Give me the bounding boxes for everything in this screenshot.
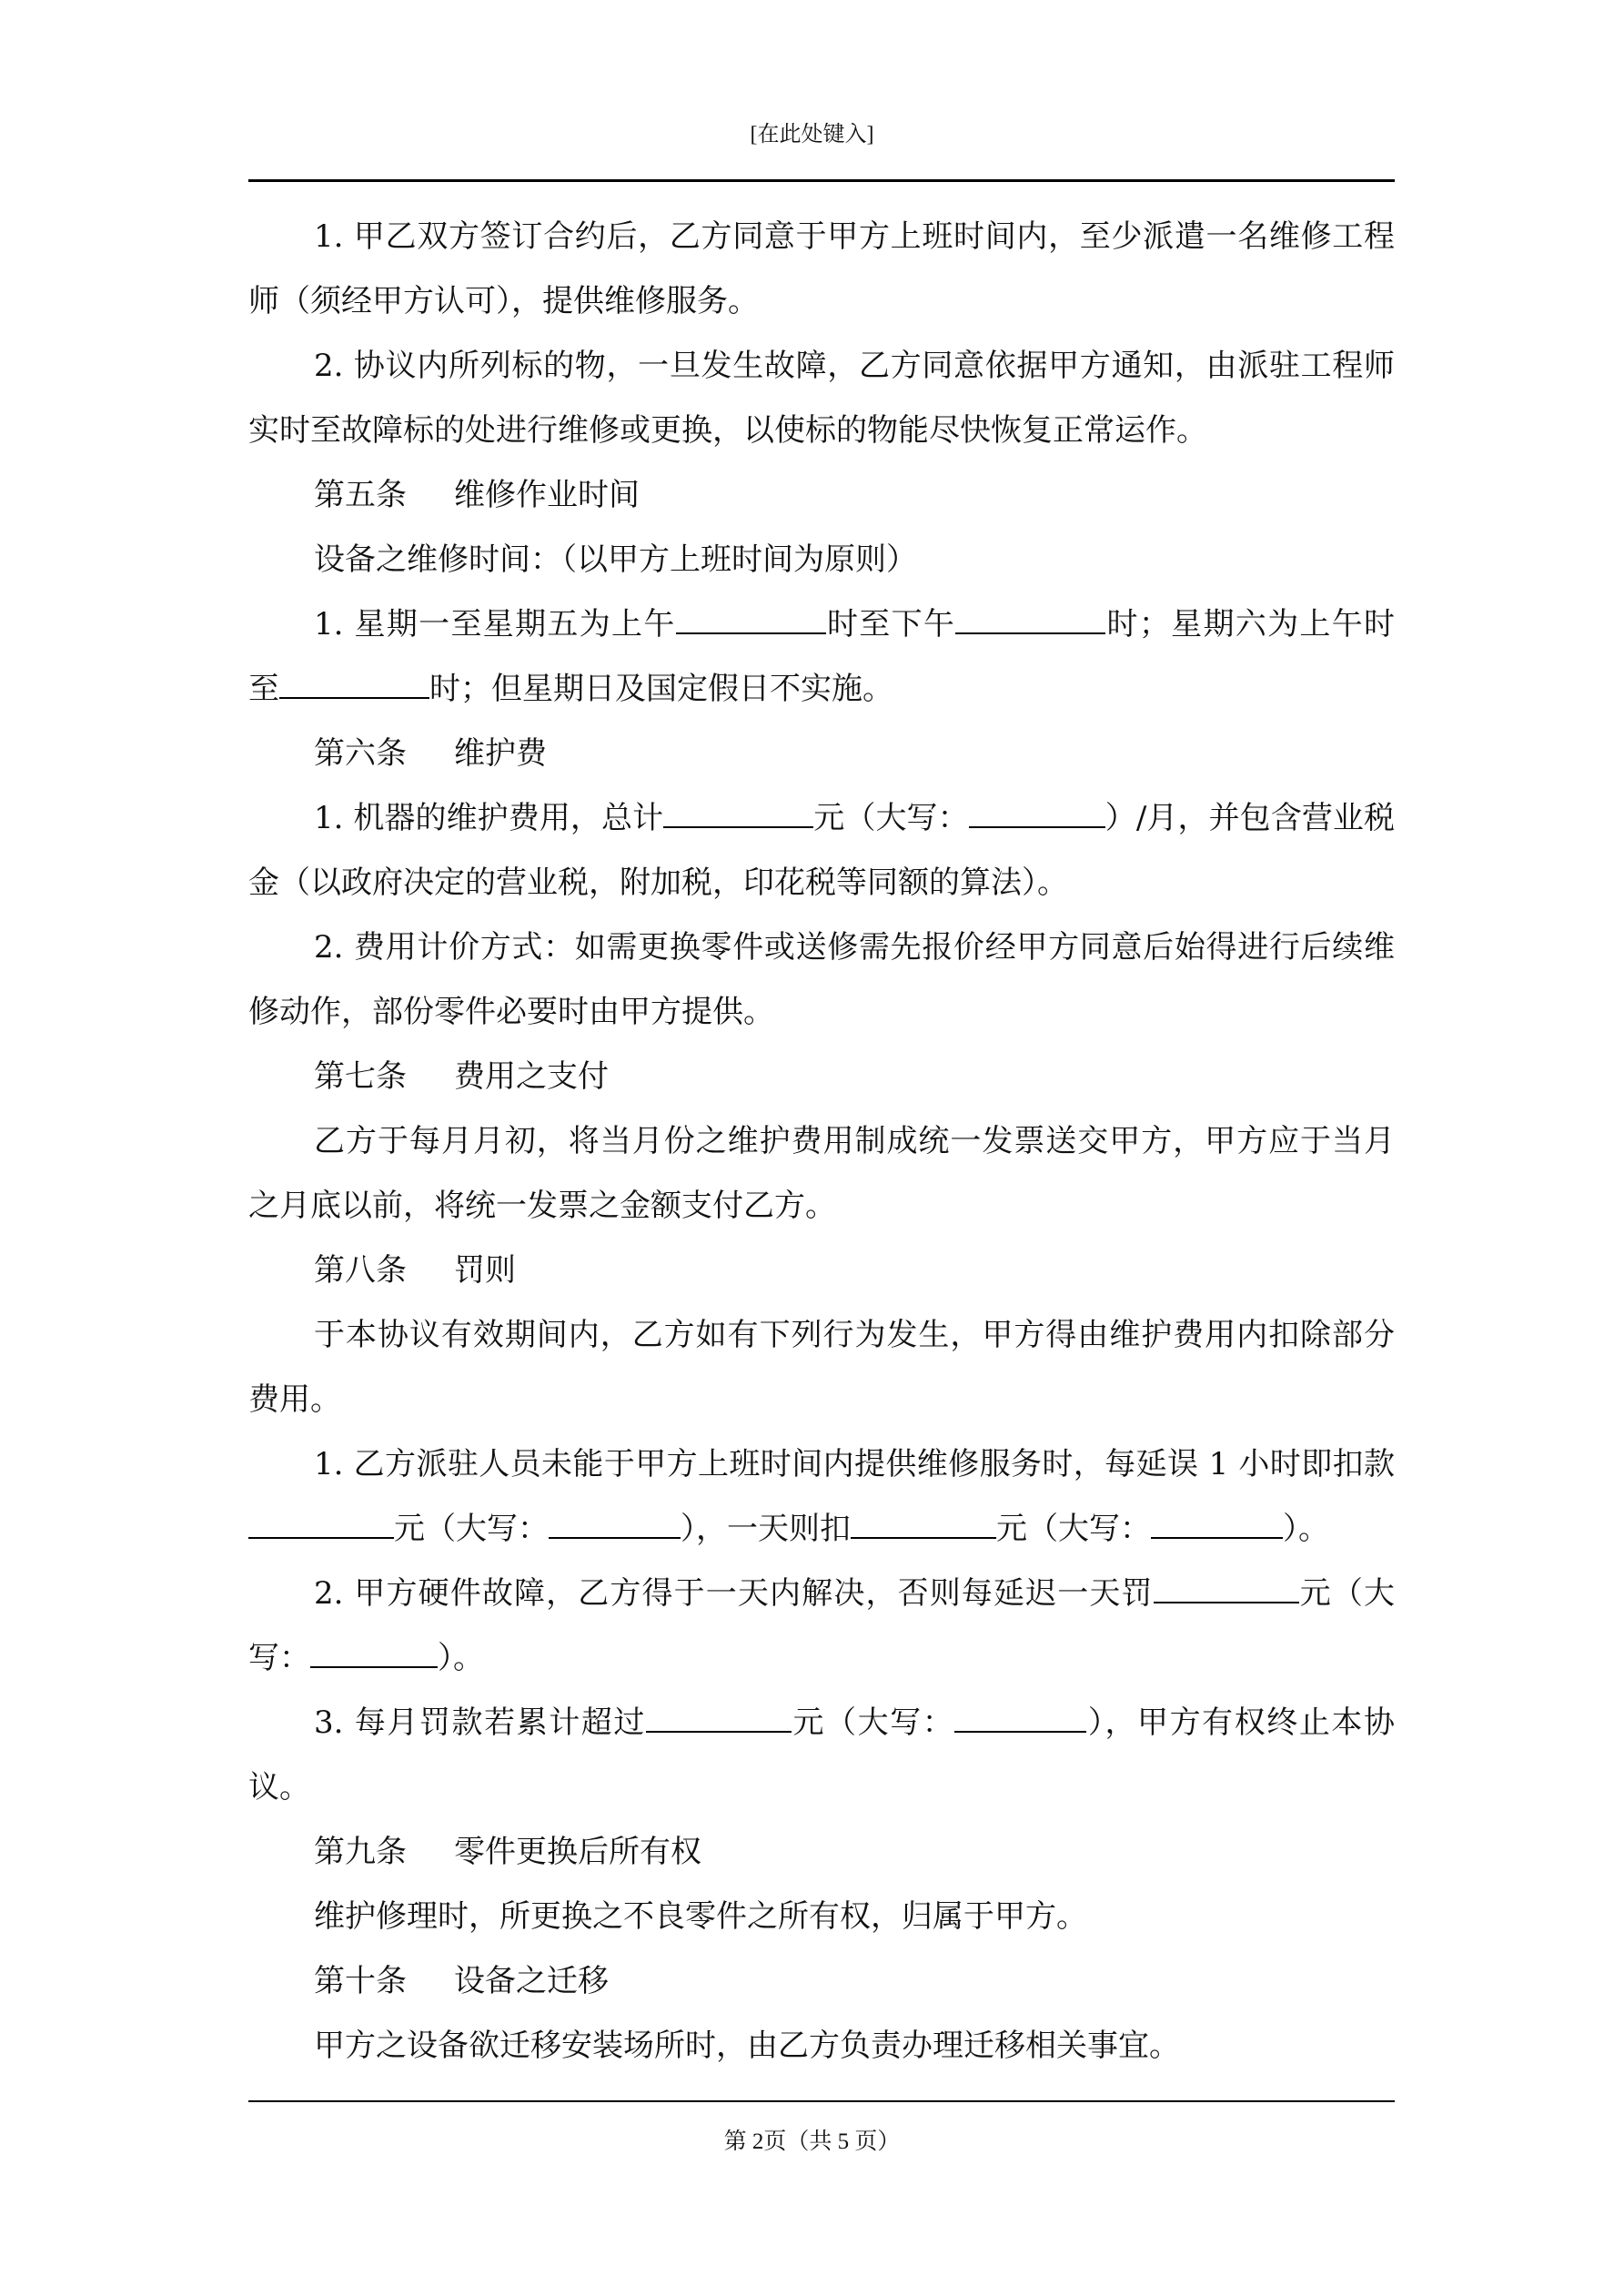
article-title: 维修作业时间 [454, 477, 640, 513]
article-heading [248, 1820, 1395, 1885]
fill-blank [248, 1506, 394, 1539]
page-header: [在此处键入] [750, 123, 874, 147]
clause-paragraph: 2. 协议内所列标的物，一旦发生故障，乙方同意依据甲方通知，由派驻工程师实时至故障标的处进行维修或更换，以使标的物能尽快恢复正常运作。 [248, 348, 1395, 449]
clause-paragraph: 2. 费用计价方式：如需更换零件或送修需先报价经甲方同意后始得进行后续维修动作，部份零件必要时由甲方提供。 [248, 929, 1395, 1030]
clause-paragraph: 于本协议有效期间内，乙方如有下列行为发生，甲方得由维护费用内扣除部分费用。 [248, 1317, 1395, 1418]
article-number: 第十条 [314, 1963, 407, 1999]
article-title: 设备之迁移 [454, 1963, 609, 1999]
clause-paragraph: 1. 星期一至星期五为上午 时至下午 时；星期六为上午时至 时；但星期日及国定假日不实施。 [248, 592, 1395, 722]
page-footer: 第 2页（共 5 页） [723, 2129, 901, 2154]
fill-blank [1154, 1571, 1299, 1603]
article-title: 罚则 [454, 1252, 516, 1289]
article-number: 第七条 [314, 1058, 407, 1095]
article-heading [248, 1239, 1395, 1303]
fill-blank [646, 1700, 792, 1733]
article-title: 费用之支付 [454, 1058, 609, 1095]
fill-blank [663, 795, 813, 828]
clause-paragraph: 1. 机器的维护费用，总计 元（大写： ）/月，并包含营业税金（以政府决定的营业税，附加税，印花税等同额的算法）。 [248, 786, 1395, 915]
clause-paragraph: 甲方之设备欲迁移安装场所时，由乙方负责办理迁移相关事宜。 [314, 2028, 1180, 2064]
article-title: 维护费 [454, 735, 547, 772]
article-title: 零件更换后所有权 [454, 1834, 701, 1870]
article-number: 第六条 [314, 735, 407, 772]
article-heading [248, 463, 1395, 528]
clause-paragraph: 维护修理时，所更换之不良零件之所有权，归属于甲方。 [314, 1898, 1087, 1935]
clause-paragraph: 3. 每月罚款若累计超过 元（大写： ），甲方有权终止本协议。 [248, 1691, 1395, 1820]
clause-paragraph: 乙方于每月月初，将当月份之维护费用制成统一发票送交甲方，甲方应于当月之月底以前，将统一发票之金额支付乙方。 [248, 1123, 1395, 1224]
document-body [248, 205, 1395, 2079]
fill-blank [310, 1635, 438, 1668]
fill-blank [1151, 1506, 1283, 1539]
clause-paragraph: 1. 甲乙双方签订合约后，乙方同意于甲方上班时间内，至少派遣一名维修工程师（须经甲方认可），提供维修服务。 [248, 218, 1395, 319]
article-number: 第八条 [314, 1252, 407, 1289]
article-heading [248, 1949, 1395, 2014]
footer-rule [248, 2100, 1395, 2102]
article-heading [248, 1045, 1395, 1109]
article-number: 第五条 [314, 477, 407, 513]
fill-blank [279, 666, 429, 699]
clause-paragraph: 2. 甲方硬件故障，乙方得于一天内解决，否则每延迟一天罚 元（大写： ）。 [248, 1562, 1395, 1691]
article-heading [248, 722, 1395, 786]
article-number: 第九条 [314, 1834, 407, 1870]
fill-blank [969, 795, 1105, 828]
fill-blank [954, 1700, 1086, 1733]
clause-paragraph: 设备之维修时间：（以甲方上班时间为原则） [314, 541, 917, 578]
fill-blank [851, 1506, 996, 1539]
fill-blank [549, 1506, 681, 1539]
header-rule [248, 179, 1395, 182]
fill-blank [676, 602, 826, 634]
fill-blank [955, 602, 1105, 634]
clause-paragraph: 1. 乙方派驻人员未能于甲方上班时间内提供维修服务时，每延误 1 小时即扣款元（大写： ），一天则扣 元（大写： ）。 [248, 1432, 1395, 1562]
